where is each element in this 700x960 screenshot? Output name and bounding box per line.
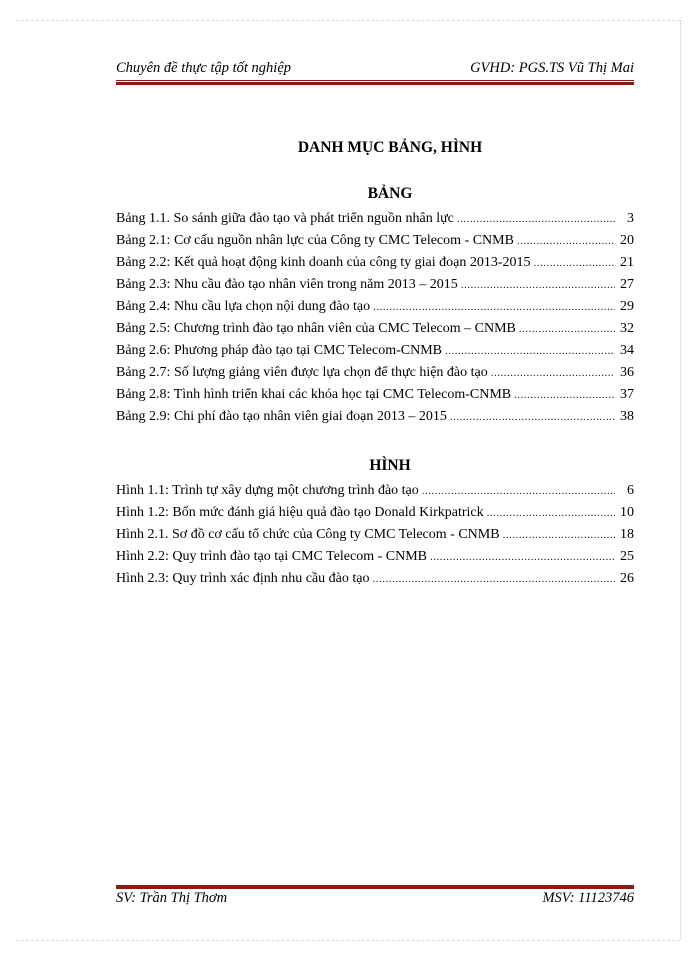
figures-section-heading: HÌNH: [369, 457, 411, 474]
toc-dot-leader: [430, 546, 615, 568]
page-edge-bottom: [16, 940, 680, 941]
toc-entry-label: Hình 2.1. Sơ đồ cơ cấu tổ chức của Công ty CMC Telecom - CNMB: [116, 527, 500, 542]
toc-entry-label: Hình 2.3: Quy trình xác định nhu cầu đào tạo: [116, 571, 370, 586]
toc-entry-label: Bảng 2.5: Chương trình đào tạo nhân viên của CMC Telecom – CNMB: [116, 321, 516, 336]
toc-dot-leader: [445, 340, 615, 362]
tables-section-heading: BẢNG: [367, 185, 413, 202]
toc-page-number: 10: [620, 505, 634, 520]
toc-entry-label: Bảng 2.4: Nhu cầu lựa chọn nội dung đào tạo: [116, 299, 371, 314]
toc-entry-label: Bảng 1.1. So sánh giữa đào tạo và phát triển nguồn nhân lực: [116, 211, 454, 226]
figure-list-entry[interactable]: [116, 524, 634, 546]
toc-dot-leader: [491, 362, 615, 384]
figure-list-entry[interactable]: [116, 568, 634, 590]
figure-list-entry[interactable]: [116, 546, 634, 568]
page-footer: [116, 890, 634, 908]
toc-page-number: 29: [620, 299, 634, 314]
toc-page-number: 38: [620, 409, 634, 424]
toc-entry-label: Bảng 2.8: Tình hình triển khai các khóa học tại CMC Telecom-CNMB: [116, 387, 512, 402]
toc-dot-leader: [503, 524, 615, 546]
figure-list-entry[interactable]: [116, 502, 634, 524]
figures-list: [116, 480, 634, 590]
toc-page-number: 27: [620, 277, 634, 292]
toc-dot-leader: [517, 230, 615, 252]
toc-dot-leader: [373, 296, 615, 318]
toc-entry-label: Hình 2.2: Quy trình đào tạo tại CMC Telecom - CNMB: [116, 549, 428, 564]
toc-page-number: 6: [627, 483, 634, 498]
footer-right-text: MSV: 11123746: [542, 890, 634, 906]
toc-dot-leader: [450, 406, 615, 428]
toc-page-number: 34: [620, 343, 634, 358]
table-list-entry[interactable]: [116, 384, 634, 406]
table-list-entry[interactable]: [116, 252, 634, 274]
toc-dot-leader: [514, 384, 615, 406]
toc-dot-leader: [457, 208, 615, 230]
toc-dot-leader: [422, 480, 615, 502]
toc-dot-leader: [519, 318, 615, 340]
table-list-entry[interactable]: [116, 340, 634, 362]
toc-dot-leader: [461, 274, 615, 296]
page-edge-right: [680, 20, 681, 940]
header-rule: [116, 80, 634, 85]
toc-entry-label: Bảng 2.6: Phương pháp đào tạo tại CMC Telecom-CNMB: [116, 343, 443, 358]
tables-list: [116, 208, 634, 428]
toc-page-number: 18: [620, 527, 634, 542]
toc-dot-leader: [533, 252, 615, 274]
toc-entry-label: Bảng 2.9: Chi phí đào tạo nhân viên giai đoạn 2013 – 2015: [116, 409, 447, 424]
table-list-entry[interactable]: [116, 318, 634, 340]
toc-dot-leader: [487, 502, 615, 524]
table-list-entry[interactable]: [116, 274, 634, 296]
toc-page-number: 37: [620, 387, 634, 402]
table-list-entry[interactable]: [116, 362, 634, 384]
toc-entry-label: Bảng 2.3: Nhu cầu đào tạo nhân viên trong năm 2013 – 2015: [116, 277, 458, 292]
table-list-entry[interactable]: [116, 208, 634, 230]
toc-page-number: 25: [620, 549, 634, 564]
table-list-entry[interactable]: [116, 230, 634, 252]
figure-list-entry[interactable]: [116, 480, 634, 502]
footer-rule: [116, 884, 634, 889]
page-edge-top: [16, 20, 680, 21]
toc-dot-leader: [373, 568, 615, 590]
page-header: [116, 60, 634, 78]
toc-entry-label: Hình 1.1: Trình tự xây dựng một chương trình đào tạo: [116, 483, 419, 498]
toc-page-number: 3: [627, 211, 634, 226]
page-title: DANH MỤC BẢNG, HÌNH: [297, 139, 483, 156]
toc-page-number: 36: [620, 365, 634, 380]
table-list-entry[interactable]: [116, 296, 634, 318]
toc-entry-label: Hình 1.2: Bốn mức đánh giá hiệu quả đào tạo Donald Kirkpatrick: [116, 505, 484, 520]
header-left-text: Chuyên đề thực tập tốt nghiệp: [116, 60, 292, 76]
footer-left-text: SV: Trần Thị Thơm: [116, 890, 228, 906]
toc-page-number: 21: [620, 255, 634, 270]
toc-page-number: 32: [620, 321, 634, 336]
toc-page-number: 20: [620, 233, 634, 248]
table-list-entry[interactable]: [116, 406, 634, 428]
toc-entry-label: Bảng 2.2: Kết quả hoạt động kinh doanh của công ty giai đoạn 2013-2015: [116, 255, 531, 270]
toc-entry-label: Bảng 2.7: Số lượng giảng viên được lựa chọn để thực hiện đào tạo: [116, 365, 488, 380]
toc-entry-label: Bảng 2.1: Cơ cấu nguồn nhân lực của Công ty CMC Telecom - CNMB: [116, 233, 514, 248]
toc-page-number: 26: [620, 571, 634, 586]
header-right-text: GVHD: PGS.TS Vũ Thị Mai: [470, 60, 634, 76]
